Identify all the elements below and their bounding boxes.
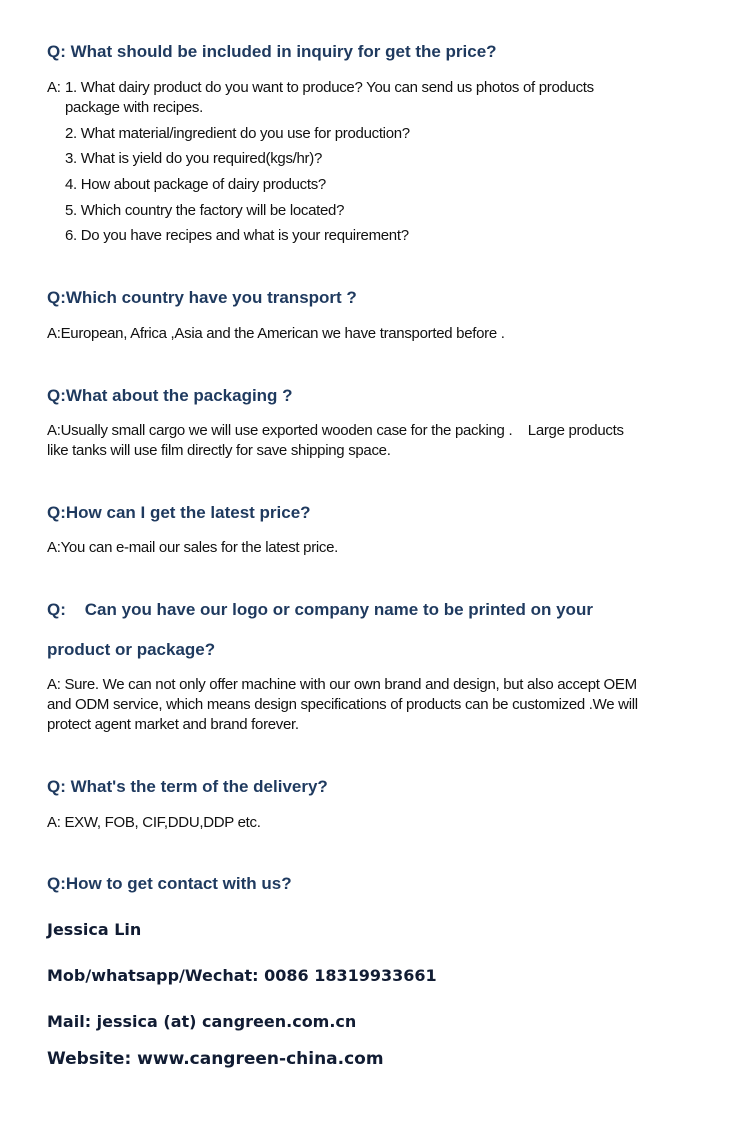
answer-transport: A:European, Africa ,Asia and the American we have transported before . <box>47 325 505 342</box>
question-contact: Q:How to get contact with us? <box>47 874 292 893</box>
answer-list-item: 6. Do you have recipes and what is your requirement? <box>65 227 409 244</box>
answer-latest-price: A:You can e-mail our sales for the latest price. <box>47 539 339 556</box>
question-packaging: Q:What about the packaging ? <box>47 386 293 405</box>
answer-list-item: package with recipes. <box>65 99 203 116</box>
answer-packaging-line: A:Usually small cargo we will use exported wooden case for the packing . Large products <box>47 422 624 439</box>
answer-logo-line: and ODM service, which means design specifications of products can be customized .We will <box>47 696 638 713</box>
question-logo-printing-continued: product or package? <box>47 640 216 659</box>
answer-delivery-term: A: EXW, FOB, CIF,DDU,DDP etc. <box>47 814 261 831</box>
answer-packaging-line: like tanks will use film directly for save shipping space. <box>47 442 391 459</box>
contact-mail: Mail: jessica (at) cangreen.com.cn <box>47 1012 357 1031</box>
answer-logo-line: A: Sure. We can not only offer machine with our own brand and design, but also accept OEM <box>47 676 637 693</box>
contact-mobile: Mob/whatsapp/Wechat: 0086 18319933661 <box>47 966 437 985</box>
answer-list-item: 1. What dairy product do you want to produce? You can send us photos of products <box>65 79 594 96</box>
question-transport: Q:Which country have you transport ? <box>47 288 357 307</box>
question-logo-printing: Q: Can you have our logo or company name to be printed on your <box>47 600 593 619</box>
answer-logo-line: protect agent market and brand forever. <box>47 716 299 733</box>
answer-list-item: 5. Which country the factory will be located? <box>65 202 345 219</box>
contact-website: Website: www.cangreen-china.com <box>47 1049 384 1069</box>
question-latest-price: Q:How can I get the latest price? <box>47 503 311 522</box>
answer-prefix: A: <box>47 79 61 96</box>
contact-name: Jessica Lin <box>47 920 142 939</box>
answer-list-item: 3. What is yield do you required(kgs/hr)? <box>65 150 322 167</box>
answer-list-item: 2. What material/ingredient do you use for production? <box>65 125 410 142</box>
answer-list-item: 4. How about package of dairy products? <box>65 176 326 193</box>
question-inquiry-price: Q: What should be included in inquiry for get the price? <box>47 42 497 61</box>
question-delivery-term: Q: What's the term of the delivery? <box>47 777 328 796</box>
